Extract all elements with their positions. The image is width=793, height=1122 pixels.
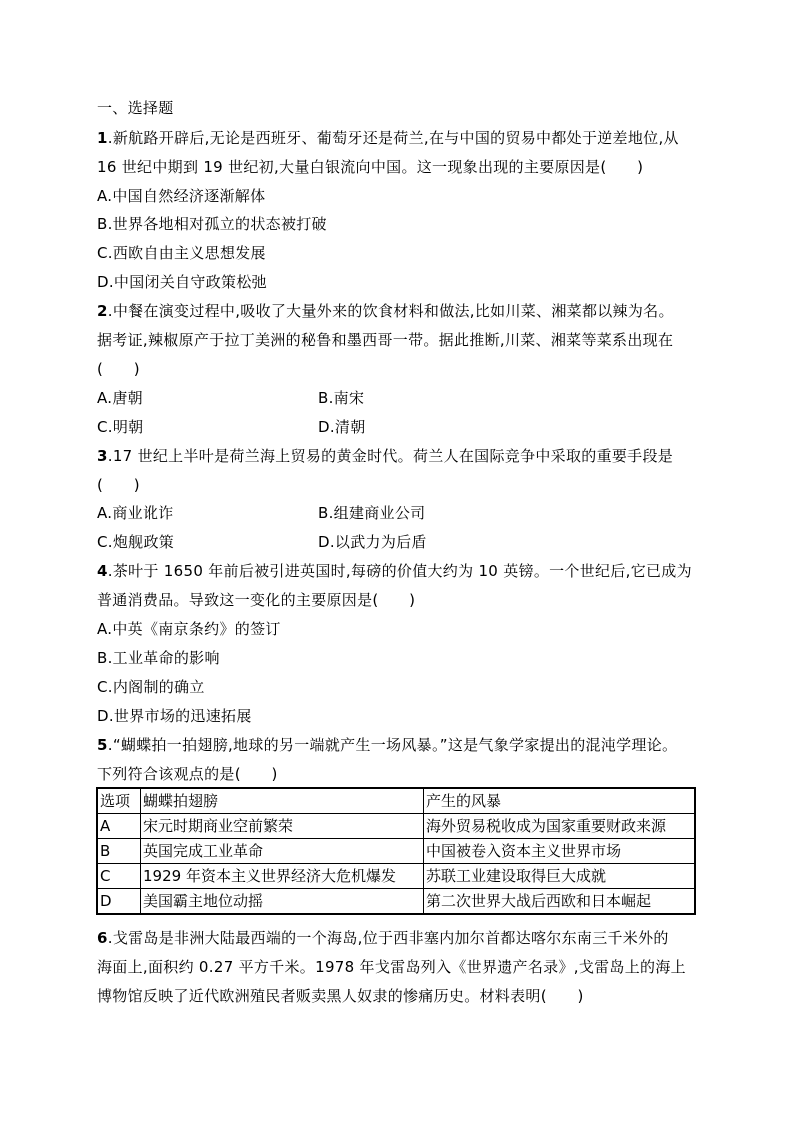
table-cell: C [97, 864, 141, 889]
table-cell: 苏联工业建设取得巨大成就 [424, 864, 696, 889]
option-row-ab [97, 388, 365, 408]
option-b: B.工业革命的影响 [97, 649, 220, 667]
question-4-line-1 [97, 561, 692, 581]
table-header-row [97, 788, 695, 814]
question-4-line-2: 普通消费品。导致这一变化的主要原因是( ) [97, 591, 416, 609]
option-a: A.唐朝 [97, 389, 143, 407]
table-cell: B [97, 839, 141, 864]
option-c: C.内阁制的确立 [97, 678, 205, 696]
question-2-line-2: 据考证,辣椒原产于拉丁美洲的秘鲁和墨西哥一带。据此推断,川菜、湘菜等菜系出现在 [97, 331, 674, 349]
table-row [97, 889, 695, 915]
option-c: C.明朝 [97, 418, 144, 436]
option-c: C.炮舰政策 [97, 533, 175, 551]
option-a: A.中国自然经济逐渐解体 [97, 187, 266, 205]
question-1-line-2: 16 世纪中期到 19 世纪初,大量白银流向中国。这一现象出现的主要原因是( ) [97, 158, 644, 176]
table-cell: 1929 年资本主义世界经济大危机爆发 [141, 864, 424, 889]
question-text: .茶叶于 1650 年前后被引进英国时,每磅的价值大约为 10 英镑。一个世纪后,它已成为 [107, 562, 692, 580]
option-c: C.西欧自由主义思想发展 [97, 244, 266, 262]
option-d: D.以武力为后盾 [318, 533, 427, 551]
question-3-line-1 [97, 446, 673, 466]
question-number: 5 [97, 736, 108, 754]
table-cell: 宋元时期商业空前繁荣 [141, 814, 424, 839]
question-6-line-2: 海面上,面积约 0.27 平方千米。1978 年戈雷岛列入《世界遗产名录》,戈雷岛上的海上 [97, 958, 686, 976]
question-number: 4 [97, 562, 108, 580]
table-cell: 中国被卷入资本主义世界市场 [424, 839, 696, 864]
question-number: 3 [97, 447, 108, 465]
section-title: 一、选择题 [97, 99, 174, 117]
question-text: .17 世纪上半叶是荷兰海上贸易的黄金时代。荷兰人在国际竞争中采取的重要手段是 [107, 447, 674, 465]
question-text: .新航路开辟后,无论是西班牙、葡萄牙还是荷兰,在与中国的贸易中都处于逆差地位,从 [107, 129, 679, 147]
question-text: .“蝴蝶拍一拍翅膀,地球的另一端就产生一场风暴。”这是气象学家提出的混沌学理论。 [107, 736, 678, 754]
question-text: .中餐在演变过程中,吸收了大量外来的饮食材料和做法,比如川菜、湘菜都以辣为名。 [107, 302, 674, 320]
option-a: A.商业讹诈 [97, 504, 174, 522]
question-5-line-1 [97, 735, 677, 755]
table-header-cell: 选项 [97, 788, 141, 814]
question-6-line-1 [97, 928, 669, 948]
option-a: A.中英《南京条约》的签订 [97, 620, 281, 638]
option-b: B.南宋 [318, 389, 365, 407]
option-d: D.世界市场的迅速拓展 [97, 707, 252, 725]
question-number: 1 [97, 129, 108, 147]
question-5-table [96, 787, 696, 915]
table-cell: 美国霸主地位动摇 [141, 889, 424, 915]
table-cell: 英国完成工业革命 [141, 839, 424, 864]
question-number: 6 [97, 929, 108, 947]
option-d: D.中国闭关自守政策松弛 [97, 273, 267, 291]
question-text: .戈雷岛是非洲大陆最西端的一个海岛,位于西非塞内加尔首都达喀尔东南三千米外的 [107, 929, 669, 947]
table-cell: 第二次世界大战后西欧和日本崛起 [424, 889, 696, 915]
table-header-cell: 产生的风暴 [424, 788, 696, 814]
question-2-line-1 [97, 301, 674, 321]
table-row [97, 864, 695, 889]
question-2-line-3: ( ) [97, 360, 140, 378]
table-row [97, 839, 695, 864]
table-row [97, 814, 695, 839]
question-5-line-2: 下列符合该观点的是( ) [97, 765, 278, 783]
question-3-line-2: ( ) [97, 476, 140, 494]
question-number: 2 [97, 302, 108, 320]
question-1-line-1 [97, 128, 679, 148]
question-6-line-3: 博物馆反映了近代欧洲殖民者贩卖黑人奴隶的惨痛历史。材料表明( ) [97, 987, 584, 1005]
option-b: B.组建商业公司 [318, 504, 426, 522]
option-b: B.世界各地相对孤立的状态被打破 [97, 215, 327, 233]
option-row-ab [97, 503, 426, 523]
table-cell: 海外贸易税收成为国家重要财政来源 [424, 814, 696, 839]
option-row-cd [97, 532, 427, 552]
table-cell: A [97, 814, 141, 839]
option-d: D.清朝 [318, 418, 366, 436]
table-cell: D [97, 889, 141, 915]
option-row-cd [97, 417, 366, 437]
table-header-cell: 蝴蝶拍翅膀 [141, 788, 424, 814]
